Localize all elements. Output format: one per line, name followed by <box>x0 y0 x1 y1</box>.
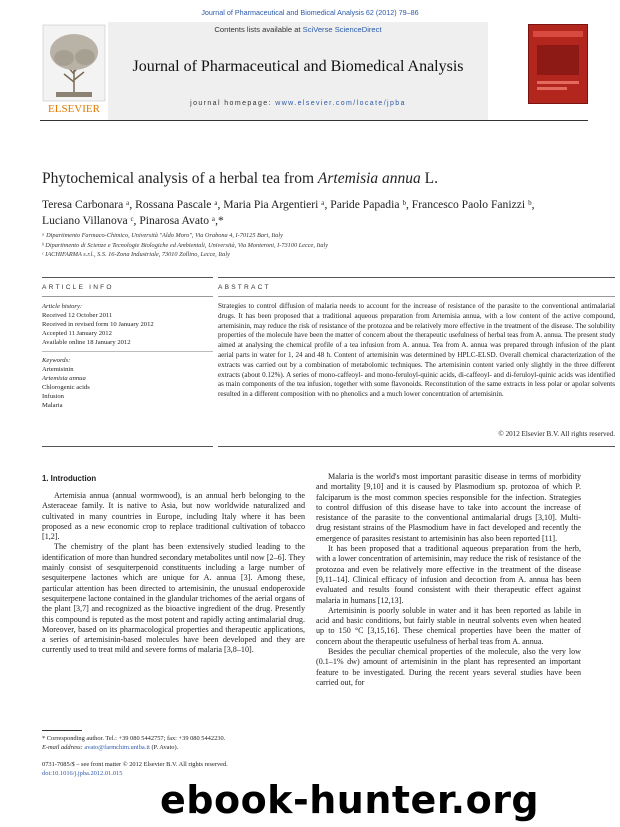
divider <box>42 446 213 447</box>
title-species: Artemisia annua <box>317 170 421 187</box>
doi-link[interactable]: doi:10.1016/j.jpba.2012.01.015 <box>42 770 123 777</box>
journal-masthead <box>40 22 588 121</box>
journal-homepage <box>108 100 488 107</box>
elsevier-logo-text: ELSEVIER <box>48 103 100 115</box>
history-online: Available online 18 January 2012 <box>42 339 131 346</box>
history-accepted: Accepted 11 January 2012 <box>42 330 112 337</box>
keyword-item: Artemisinin <box>42 366 74 373</box>
cover-image-icon <box>529 25 587 103</box>
corresponding-author-note <box>42 734 305 752</box>
divider <box>42 351 213 352</box>
authors-line-2[interactable]: Luciano Villanova ᶜ, Pinarosa Avato ᵃ,* <box>42 214 224 227</box>
keyword-item: Artemisia annua <box>42 375 86 382</box>
affiliations <box>42 231 587 260</box>
abstract-copyright: © 2012 Elsevier B.V. All rights reserved. <box>498 430 615 438</box>
issn-line: 0731-7085/$ – see front matter © 2012 Elsevier B.V. All rights reserved. <box>42 761 228 768</box>
title-main: Phytochemical analysis of a herbal tea from <box>42 170 318 187</box>
email-link[interactable]: avato@farmchim.uniba.it <box>84 744 150 751</box>
keyword-item: Malaria <box>42 402 63 409</box>
affiliation-a: ᵃ Dipartimento Farmaco-Chimico, Università "Aldo Moro", Via Orabona 4, I-70125 Bari, Italy <box>42 232 283 239</box>
contents-line <box>108 25 488 34</box>
journal-title[interactable]: Journal of Pharmaceutical and Biomedical Analysis <box>132 58 464 75</box>
issn-block <box>42 760 305 778</box>
abstract-text: Strategies to control diffusion of malaria needs to account for the increase of resistance of the parasite to the conventional antimalarial drugs. It has been proposed that a traditional aqueous preparation from Artemisia annua, with a low content of the active compound, artemisinin, may reduce the risk of resistance of the protozoa and be relatively more effective in the treatment of the disease. The solubility properties of the molecule have been the matter of concern about the therapeutic usefulness of herbal teas from A. annua. The present study aimed at analysing the chemical profile of a tea infusion from A. annua. Tea from A. annua was prepared through infusion of the plant aerial parts in water for 1, 24 and 48 h. Content of artemisinin was determined by HPLC-ELSD. Overall chemical characterization of the extracts was carried out by a combination of metabolomic techniques. The artemisinin content varied only slightly in the three different extracts (about 0.12%). A series of mono-caffeoyl- and mono-feruloyl-quinic acids, di-caffeoyl- and di-feruloyl-quinic acids was identified as main components of the tea infusion, together with some flavonoids. Reconstitution of the same extracts in less polar or apolar solvents resulted in a different composition with no phenolics and a much lower concentration of artemisinin. <box>218 302 615 399</box>
divider <box>42 296 213 297</box>
body-column-right <box>316 472 581 688</box>
affiliation-b: ᵇ Dipartimento di Scienze e Tecnologie Biologiche ed Ambientali, Università, Via Monteroni, I-73100 Lecce, Italy <box>42 241 329 249</box>
divider <box>218 296 615 297</box>
abstract-heading: ABSTRACT <box>218 284 271 291</box>
history-label: Article history: <box>42 303 83 310</box>
article-info-heading: ARTICLE INFO <box>42 284 114 291</box>
author-list <box>42 197 587 229</box>
body-paragraph: Artemisia annua (annual wormwood), is an annual herb belonging to the Asteraceae family. It is native to Asia, but now worldwide naturalized and cultivated in many countries in Europe, including Italy where it has been proposed as a new economic crop to replace traditional cultivation of tobacco [1,2]. <box>42 491 305 542</box>
watermark: ebook-hunter.org <box>160 778 540 822</box>
keyword-item: Chlorogenic acids <box>42 384 90 391</box>
body-paragraph: Malaria is the world's most important parasitic disease in terms of morbidity and mortality [9,10] and it is caused by Plasmodium sp. protozoa of which P. falciparum is the most common species responsible for the infection. Strategies to control diffusion of this disease have to take into account the increase of resistance of the parasite to the conventional antimalarial drugs [3,10]. Multi-drug resistant strains of the Plasmodium have in fact developed and recently the emergence of parasites resistant to artemisinin has also been reported [11]. <box>316 472 581 543</box>
body-paragraph: The chemistry of the plant has been extensively studied leading to the identification of more than hundred secondary metabolites until now [2–6]. They mainly consist of sesquiterpenoid constituents including a large number of sesquiterpene lactones which are unique for A. annua [3]. Among these, particular attention has been directed to artemisinin, the unusual endoperoxide sesquiterpene lactone contained in the glandular trichomes of the aerial organs of the plant [3,7] and recognized as the bioactive ingredient of the drug. Presently this compound is reputed as the most potent and rapidly acting antimalarial drug. Moreover, based on its pharmacological properties and therapeutic applications, a series of artemisinin-based molecules have been developed and they are currently used to treat mild and severe forms of malaria [3,8–10]. <box>42 542 305 655</box>
body-paragraph: Besides the peculiar chemical properties of the molecule, also the very low (0.1–1% dw) amount of artemisinin in the plant has represented an important feature to be investigated. During the recent years several studies have been carried out, for <box>316 647 581 687</box>
body-column-left <box>42 491 305 656</box>
body-paragraph: It has been proposed that a traditional aqueous preparation from the herb, with a lower concentration of artemisinin, may reduce the risk of resistance of the protozoa and even be relatively more effective in the treatment of the disease [9,11–14]. Clinical efficacy of infusion and decoction from A. annua has been evaluated and results found consistent with their therapeutic effect against malaria in humans [12,13]. <box>316 544 581 605</box>
email-suffix: (P. Avato). <box>149 744 179 751</box>
divider <box>218 446 615 447</box>
journal-cover-thumbnail[interactable] <box>528 24 588 104</box>
homepage-prefix: journal homepage: <box>190 100 276 107</box>
footnote-rule <box>42 730 82 731</box>
article-title <box>42 170 582 188</box>
divider <box>218 277 615 278</box>
authors-line-1[interactable]: Teresa Carbonara ᵃ, Rossana Pascale ᵃ, Maria Pia Argentieri ᵃ, Paride Papadia ᵇ, Francesco Paolo Fanizzi ᵇ, <box>42 198 535 211</box>
title-end: L. <box>420 170 439 187</box>
history-received: Received 12 October 2011 <box>42 312 113 319</box>
keywords-label: Keywords: <box>42 357 71 364</box>
corresponding-author: * Corresponding author. Tel.: +39 080 5442757; fax: +39 080 5442230. <box>42 735 226 742</box>
affiliation-c: ᶜ IACHIFARMA s.r.l., S.S. 16-Zona Industriale, 73010 Zollino, Lecce, Italy <box>42 251 230 258</box>
history-revised: Received in revised form 10 January 2012 <box>42 321 154 328</box>
journal-reference[interactable]: Journal of Pharmaceutical and Biomedical Analysis 62 (2012) 79–86 <box>201 8 419 17</box>
article-history <box>42 302 213 347</box>
keywords <box>42 356 213 410</box>
email-label: E-mail address: <box>42 744 85 751</box>
email-line <box>42 743 305 752</box>
divider <box>42 277 213 278</box>
homepage-link[interactable]: www.elsevier.com/locate/jpba <box>275 100 406 107</box>
sciencedirect-link[interactable]: SciVerse ScienceDirect <box>302 25 382 34</box>
masthead-center <box>108 22 488 120</box>
elsevier-tree-icon <box>42 24 106 118</box>
elsevier-logo[interactable] <box>42 24 106 118</box>
keyword-item: Infusion <box>42 393 64 400</box>
body-paragraph: Artemisinin is poorly soluble in water and it has been reported as labile in acid and basic conditions, but fairly stable in neutral solvents even when heated up to 150 °C [3,15,16]. These chemical properties have been the matter of concern about the therapeutic usefulness of herbal teas from A. annua. <box>316 605 581 646</box>
section-heading-introduction: 1. Introduction <box>42 474 97 483</box>
contents-prefix: Contents lists available at <box>214 25 303 34</box>
